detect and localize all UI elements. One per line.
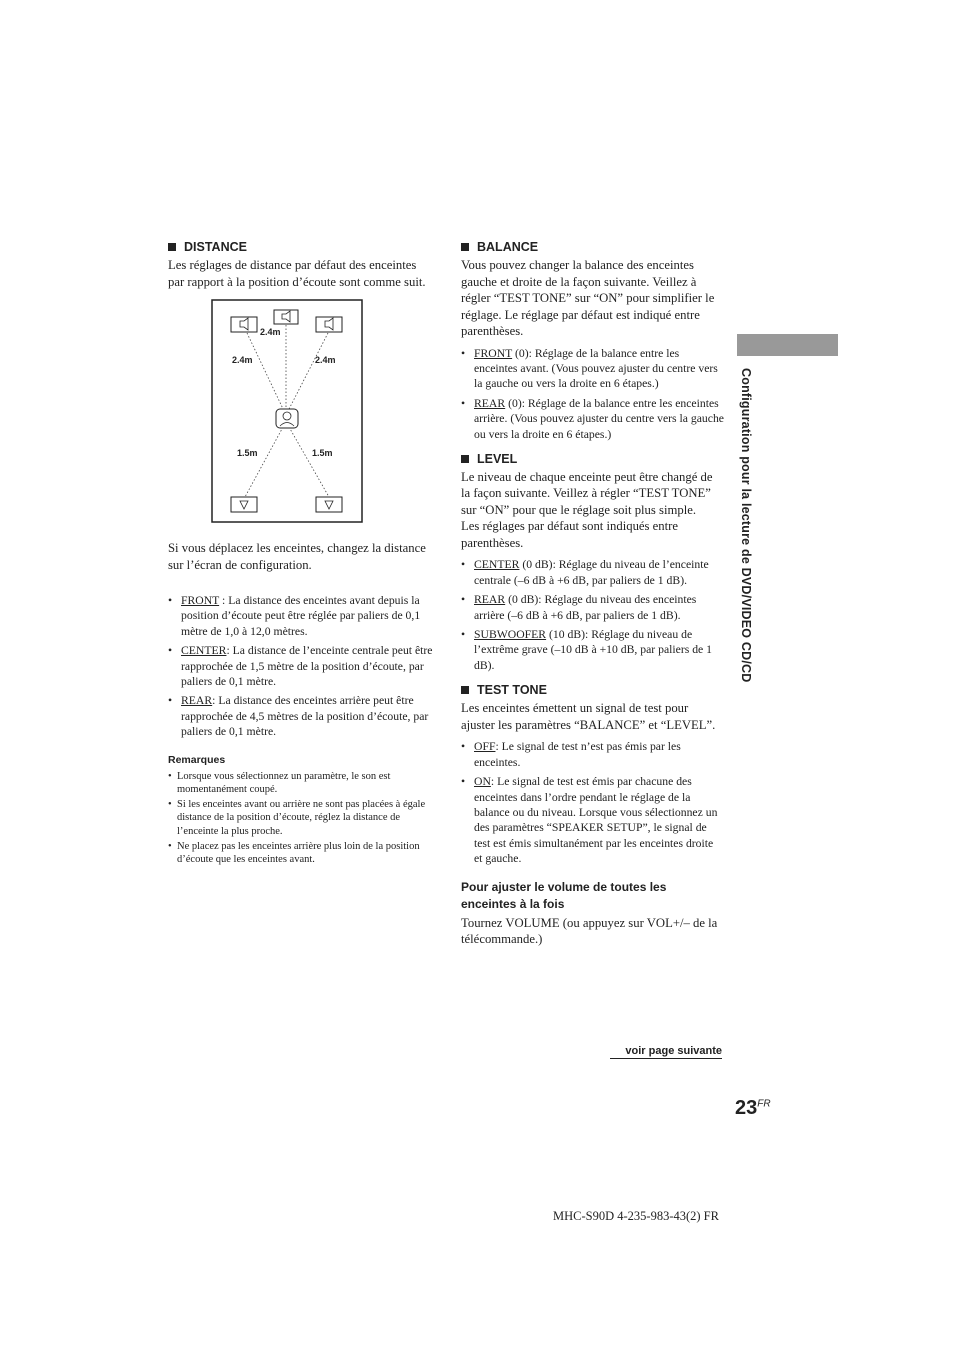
left-column: [168, 240, 433, 868]
right-column: [461, 240, 724, 948]
level-intro2: Les réglages par défaut sont indiqués entre parenthèses.: [461, 519, 679, 550]
rear-left-speaker-icon: [231, 497, 257, 512]
list-item: • ON: Le signal de test est émis par chacune des enceintes dans l’ordre pendant le réglage de la balance ou du niveau. Lorsque vous sélectionnez un des paramètres “SPEAKER SETUP”, le signal de test est émis simultanément par les enceintes droite et gauche.: [461, 774, 724, 866]
distance-heading: DISTANCE: [168, 240, 433, 254]
center-distance-label: 2.4m: [260, 327, 281, 337]
front-left-distance-label: 2.4m: [232, 355, 253, 365]
front-left-speaker-icon: [231, 317, 257, 332]
level-list: [461, 557, 724, 673]
volume-heading: Pour ajuster le volume de toutes les enceintes à la fois: [461, 879, 667, 911]
square-bullet-icon: [461, 686, 469, 694]
page-number: $23^{FR}$: [735, 1097, 771, 1119]
test-tone-list: [461, 739, 724, 866]
list-item: • SUBWOOFER (10 dB): Réglage du niveau de l’extrême grave (–10 dB à +10 dB, par paliers de 1 dB).: [461, 627, 724, 673]
list-item: • FRONT : La distance des enceintes avant depuis la position d’écoute peut être réglée par paliers de 0,1 mètre de 1,0 à 12,0 mètres.: [168, 593, 433, 639]
volume-text: Tournez VOLUME (ou appuyez sur VOL+/– de la télécommande.): [461, 915, 718, 947]
list-item: • Lorsque vous sélectionnez un paramètre, le son est momentanément coupé.: [168, 770, 433, 797]
front-right-speaker-icon: [316, 317, 342, 332]
list-item: • REAR (0): Réglage de la balance entre les enceintes arrière. (Vous pouvez ajuster du centre vers la gauche ou vers la droite en 6 étapes.): [461, 396, 724, 442]
test-tone-heading: TEST TONE: [461, 683, 724, 697]
square-bullet-icon: [168, 243, 176, 251]
list-item: • Si les enceintes avant ou arrière ne sont pas placées à égale distance de la position d’écoute, réglez la distance de l’enceinte la plus proche.: [168, 798, 433, 839]
side-section-label: Configuration pour la lecture de DVD/VIDEO CD/CD: [739, 368, 753, 683]
list-item: • CENTER: La distance de l’enceinte centrale peut être rapprochée de 1,5 mètre de la position d’écoute, par paliers de 0,1 mètre.: [168, 643, 433, 689]
notes-heading: Remarques: [168, 753, 226, 766]
list-item: • FRONT (0): Réglage de la balance entre les enceintes avant. (Vous pouvez ajuster du centre vers la gauche ou vers la droite en 6 étapes.): [461, 346, 724, 392]
distance-intro: Les réglages de distance par défaut des enceintes par rapport à la position d’écoute sont comme suit.: [168, 258, 426, 289]
list-item: • CENTER (0 dB): Réglage du niveau de l’enceinte centrale (–6 dB à +6 dB, par paliers de 1 dB).: [461, 557, 724, 588]
balance-intro: Vous pouvez changer la balance des enceintes gauche et droite de la façon suivante. Veillez à régler “TEST TONE” sur “ON” pour simplifier le réglage. Le réglage par défaut est indiqué entre parenthèses.: [461, 258, 715, 338]
listener-icon: [276, 409, 298, 428]
square-bullet-icon: [461, 243, 469, 251]
list-item: • Ne placez pas les enceintes arrière plus loin de la position d’écoute que les enceintes avant.: [168, 840, 433, 867]
center-speaker-icon: [274, 310, 298, 324]
footer-model: MHC-S90D 4-235-983-43(2) FR: [553, 1209, 719, 1223]
test-tone-intro: Les enceintes émettent un signal de test pour ajuster les paramètres “BALANCE” et “LEVEL”.: [461, 701, 716, 732]
list-item: • REAR (0 dB): Réglage du niveau des enceintes arrière (–6 dB à +6 dB, par paliers de 1 dB).: [461, 592, 724, 623]
distance-para2: Si vous déplacez les enceintes, changez la distance sur l’écran de configuration.: [168, 541, 426, 572]
speaker-distance-diagram: [211, 299, 363, 523]
level-intro: Le niveau de chaque enceinte peut être changé de la façon suivante. Veillez à régler “TEST TONE” sur “ON” pour que le réglage soit plus simple.: [461, 469, 713, 517]
list-item: • OFF: Le signal de test n’est pas émis par les enceintes.: [461, 739, 724, 770]
rear-right-speaker-icon: [316, 497, 342, 512]
balance-heading: BALANCE: [461, 240, 724, 254]
notes-list: [168, 770, 433, 867]
distance-list: [168, 593, 433, 740]
list-item: • REAR: La distance des enceintes arrière peut être rapprochée de 4,5 mètres de la position d’écoute, par paliers de 0,1 mètre.: [168, 693, 433, 739]
side-tab-marker: [737, 334, 838, 356]
rear-left-distance-label: 1.5m: [237, 448, 258, 458]
next-page-link[interactable]: voir page suivante: [610, 1045, 722, 1059]
front-right-distance-label: 2.4m: [315, 355, 336, 365]
rear-right-distance-label: 1.5m: [312, 448, 333, 458]
square-bullet-icon: [461, 455, 469, 463]
level-heading: LEVEL: [461, 452, 724, 466]
balance-list: [461, 346, 724, 442]
